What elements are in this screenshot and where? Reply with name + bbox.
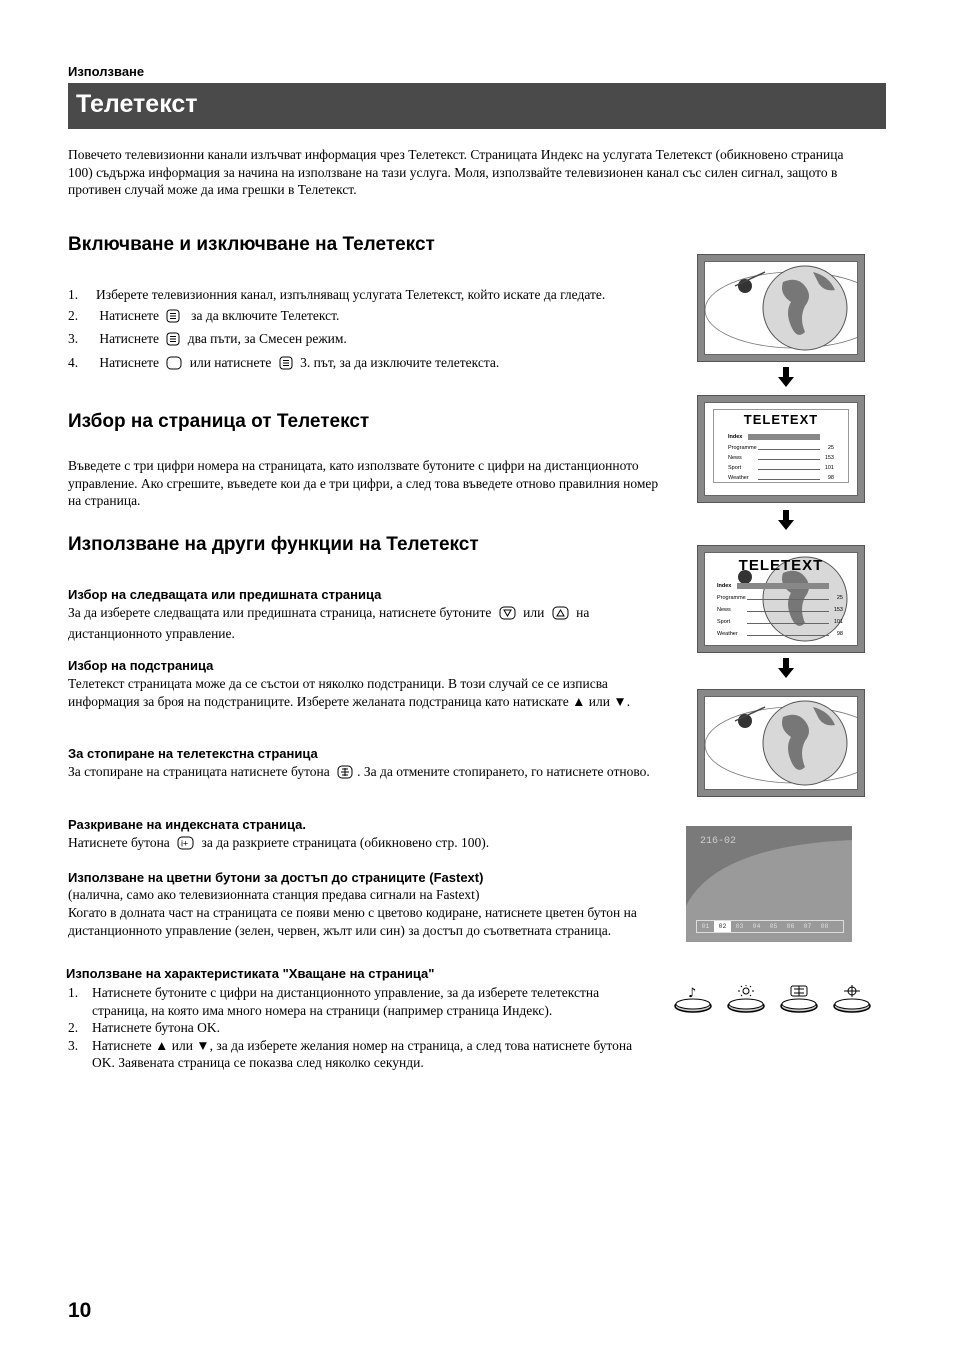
teletext-index-page [713, 409, 849, 483]
page-title: Телетекст [76, 90, 198, 118]
fastext-tab: 01 [701, 923, 710, 930]
tv-button-icon [166, 356, 182, 375]
page-catch-steps [68, 984, 648, 1072]
teletext-row: News 153 [728, 455, 834, 461]
globe-image [705, 697, 857, 789]
list-item: 2. Натиснете за да включите Телетекст. [68, 307, 648, 328]
fastext-paragraph: Когато в долната част на страницата се появи меню с цветово кодиране, натиснете цветен бутон на дистанционното управление (зелен, червен, жълт или син) за достъп до съответната страница. [68, 905, 637, 938]
teletext-row: Weather 98 [728, 475, 834, 481]
fastext-tab-bar [696, 920, 844, 933]
teletext-row: Sport 101 [717, 619, 843, 625]
hold-button-icon [337, 765, 353, 784]
subheading-index: Разкриване на индексната страница. [68, 817, 307, 832]
tv-teletext-illustration [697, 395, 865, 503]
fastext-tab: 07 [803, 923, 812, 930]
fastext-tab: 08 [820, 923, 829, 930]
teletext-button-icon [166, 332, 180, 351]
teletext-brand: TELETEXT [743, 412, 819, 427]
teletext-row: News 153 [717, 607, 843, 613]
page-select-paragraph: Въведете с три цифри номера на страницата, като използвате бутоните с цифри на дистанционното управление. Ако сгрешите, въведете кои да е три цифри, а след това въведете отново правилния номер на страница. [68, 458, 659, 508]
section-label: Използване [68, 64, 145, 79]
hold-paragraph: За стопиране на страницата натиснете бутона . За да отмените стопирането, го натиснете отново. [68, 763, 658, 784]
subheading-page-catch: Използване на характеристиката "Хващане на страница" [66, 966, 435, 981]
index-paragraph: Натиснете бутона i+ за да разкриете страницата (обикновено стр. 100). [68, 834, 658, 855]
list-item: 4. Натиснете или натиснете 3. път, за да изключите телетекста. [68, 354, 648, 375]
section-heading-on-off: Включване и изключване на Телетекст [68, 234, 435, 255]
list-item: 3. Натиснете ▲ или ▼, за да изберете желания номер на страница, а след това натиснете бутона OK. Заявената страница се показва след няколко секунди. [68, 1037, 633, 1070]
on-off-steps [68, 286, 648, 374]
page-down-button-icon [499, 606, 516, 625]
down-arrow-icon [778, 510, 794, 530]
tv-mixed-illustration [697, 545, 865, 653]
teletext-button-icon [279, 356, 293, 375]
subheading-fastext: Използване на цветни бутони за достъп до страниците (Fastext) [68, 870, 484, 885]
fastext-page-number: 216-02 [700, 836, 737, 847]
teletext-brand: TELETEXT [738, 557, 824, 574]
subheading-hold: За стопиране на телетекстна страница [68, 746, 318, 761]
section-heading-page-select: Избор на страница от Телетекст [68, 411, 370, 432]
teletext-button-icon [166, 309, 180, 328]
picture-button-icon [726, 985, 766, 1013]
fastext-tab: 03 [735, 923, 744, 930]
sound-button-icon [673, 985, 713, 1013]
list-item: 2. Натиснете бутона OK. [68, 1020, 221, 1035]
list-item: 3. Натиснете два пъти, за Смесен режим. [68, 330, 648, 351]
intro-paragraph: Повечето телевизионни канали излъчват информация чрез Телетекст. Страницата Индекс на услугата Телетекст (обикновено страница 100) съдържа информация за начина на използване на тази услуга. Моля, използвайте телевизионен канал със силен сигнал, защото в противен случай може да има грешки в Телетекст. [68, 147, 844, 197]
fastext-tab: 05 [769, 923, 778, 930]
subheading-subpage: Избор на подстраница [68, 658, 214, 673]
teletext-row: Programme 25 [728, 445, 834, 451]
index-button-icon [177, 836, 194, 855]
list-item: 1. Изберете телевизионния канал, изпълняващ услугата Телетекст, който искате да гледате. [68, 287, 606, 302]
svg-text:i+: i+ [181, 838, 189, 849]
svg-text:♪: ♪ [688, 986, 697, 1001]
down-arrow-icon [778, 367, 794, 387]
teletext-index-label: Index [717, 583, 843, 589]
tv-globe-illustration [697, 689, 865, 797]
position-button-icon [832, 985, 872, 1013]
fastext-tab-selected: 02 [714, 921, 731, 932]
teletext-index-label: Index [728, 434, 834, 440]
page-number: 10 [68, 1299, 92, 1322]
teletext-row: Programme 25 [717, 595, 843, 601]
page-up-button-icon [552, 606, 569, 625]
teletext-row: Weather 98 [717, 631, 843, 637]
globe-image [705, 262, 857, 354]
section-heading-other-functions: Използване на други функции на Телетекст [68, 534, 479, 555]
title-bar [68, 83, 886, 129]
screen-button-icon [779, 985, 819, 1013]
fastext-screen-illustration [686, 826, 852, 942]
next-prev-paragraph: За да изберете следващата или предишната страница, натиснете бутоните или на дистанционното управление. [68, 605, 590, 641]
fastext-tab: 06 [786, 923, 795, 930]
fastext-note: (налична, само ако телевизионната станция предава сигнали на Fastext) [68, 887, 480, 902]
tv-globe-illustration [697, 254, 865, 362]
fastext-tab: 04 [752, 923, 761, 930]
subheading-next-prev: Избор на следващата или предишната страница [68, 587, 382, 602]
subpage-paragraph: Телетекст страницата може да се състои от няколко подстраници. В този случай се се изписва информация за броя на подстраниците. Изберете желаната подстраница като натискате ▲ или ▼. [68, 676, 631, 709]
down-arrow-icon [778, 658, 794, 678]
list-item: 1. Натиснете бутоните с цифри на дистанционното управление, за да изберете телетекстна страница, на която има много номера на страници (например страница Индекс). [68, 985, 600, 1018]
teletext-row: Sport 101 [728, 465, 834, 471]
